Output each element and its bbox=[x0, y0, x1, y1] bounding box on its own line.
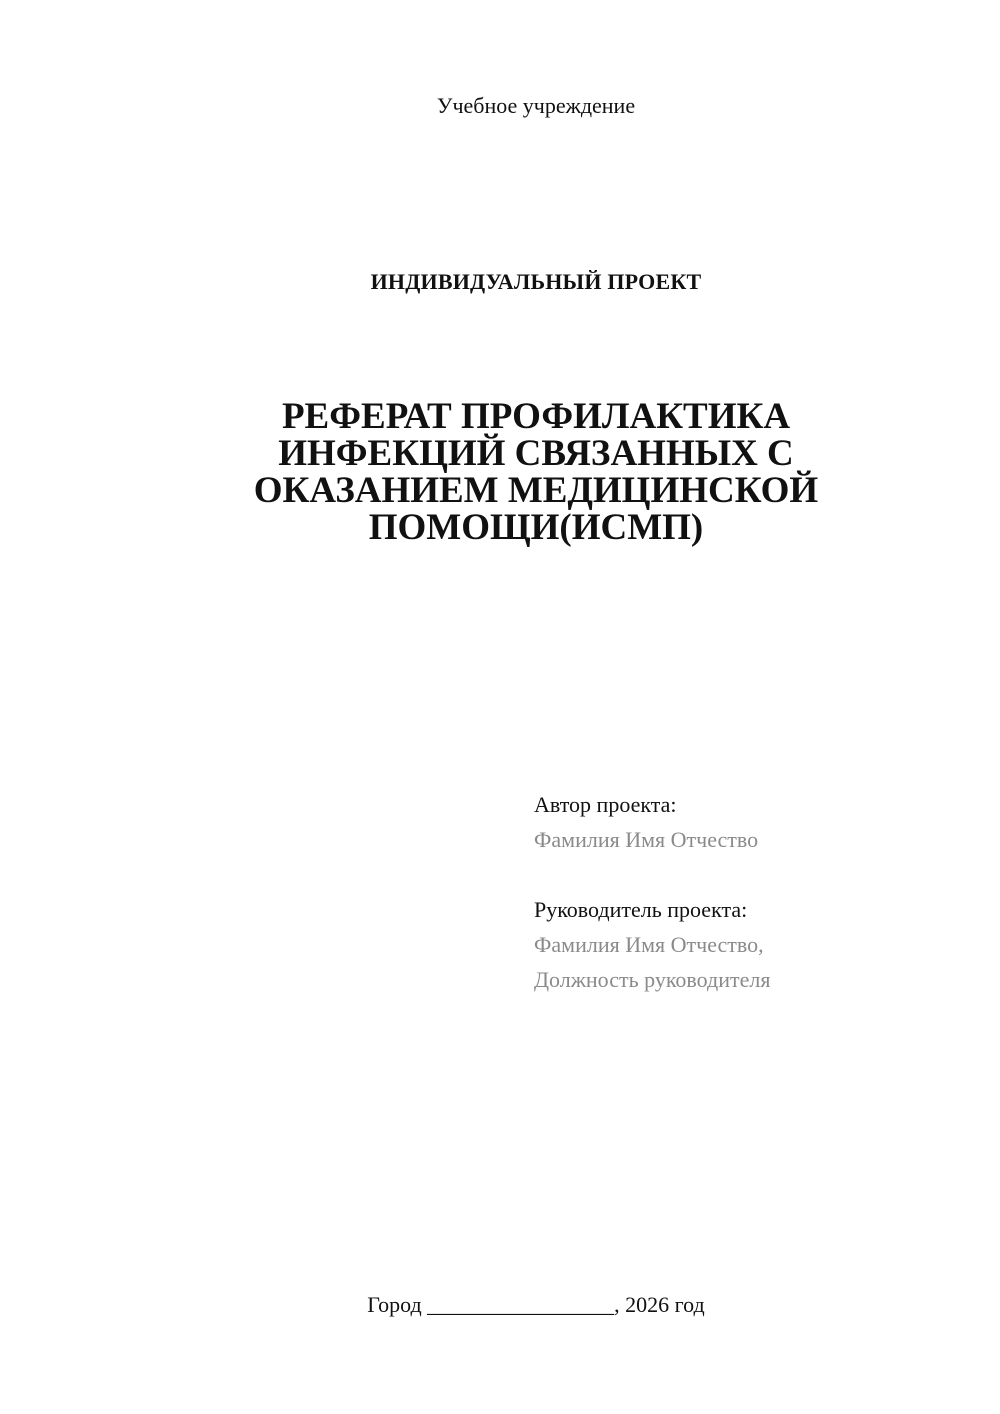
institution-name: Учебное учреждение bbox=[436, 93, 636, 118]
author-label: Автор проекта: bbox=[534, 792, 677, 817]
project-type: ИНДИВИДУАЛЬНЫЙ ПРОЕКТ bbox=[370, 269, 702, 294]
supervisor-label: Руководитель проекта: bbox=[534, 897, 748, 922]
authors-block bbox=[534, 787, 974, 997]
author-name: Фамилия Имя Отчество bbox=[534, 827, 759, 852]
supervisor-name: Фамилия Имя Отчество, bbox=[534, 932, 764, 957]
city-year-footer: Город _________________, 2026 год bbox=[367, 1292, 705, 1317]
document-title: РЕФЕРАТ ПРОФИЛАКТИКА ИНФЕКЦИЙ СВЯЗАННЫХ С ОКАЗАНИЕМ МЕДИЦИНСКОЙ ПОМОЩИ(ИСМП) bbox=[253, 396, 819, 548]
spacer bbox=[534, 857, 974, 892]
supervisor-position: Должность руководителя bbox=[534, 967, 771, 992]
